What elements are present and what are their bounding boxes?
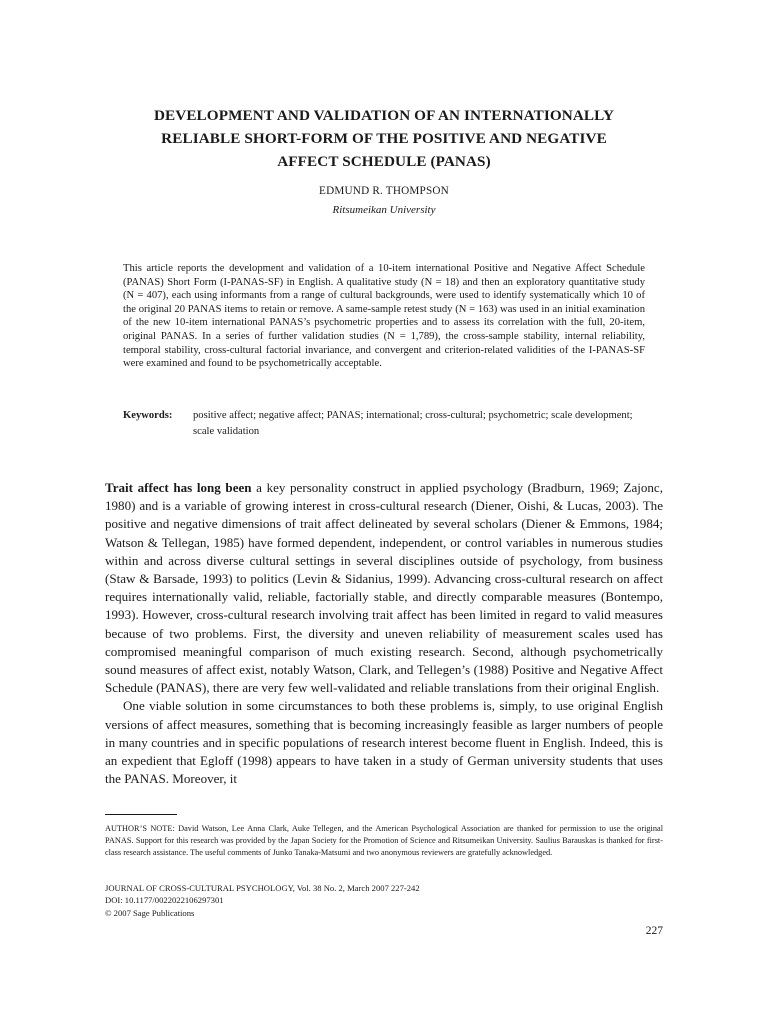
article-title xyxy=(110,104,658,173)
abstract: This article reports the development and validation of a 10-item international Positive and Negative Affect Schedule (PANAS) Short Form (I-PANAS-SF) in English. A qualitative study (N = 18) and then an exploratory quantitative study (N = 407), each using informants from a range of cultural backgrounds, were used to identify systematically which 10 of the original 20 PANAS items to retain or remove. A same-sample retest study (N = 163) was used in an initial examination of the new 10-item international PANAS’s psychometric properties and to assess its correlation with the full, 20-item, original PANAS. In a series of further validation studies (N = 1,789), the cross-sample stability, internal reliability, temporal stability, cross-cultural factorial invariance, and convergent and criterion-related validities of the I-PANAS-SF were examined and found to be psychometrically acceptable. xyxy=(123,263,645,370)
keywords-label: Keywords: xyxy=(123,410,173,421)
paragraph-text: a key personality construct in applied psychology (Bradburn, 1969; Zajonc, 1980) and is a variable of growing interest in cross-cultural research (Diener, Oishi, & Lucas, 2003). The positive and negative dimensions of trait affect delineated by several scholars (Diener & Emmons, 1984; Watson & Tellegan, 1985) have formed dependent, independent, or control variables in numerous studies within and across diverse cultural settings in several disciplines outside of psychology, from business (Staw & Barsade, 1993) to politics (Levin & Sidanius, 1999). Advancing cross-cultural research on affect requires internationally valid, reliable, factorially stable, and directly comparable measures (Bontempo, 1993). However, cross-cultural research involving trait affect has been limited in regard to valid measures because of two problems. First, the diversity and uneven reliability of measurement scales used has compromised meaningful comparison of much existing research. Second, although psychometrically sound measures of affect exist, notably Watson, Clark, and Tellegen’s (1988) Positive and Negative Affect Schedule (PANAS), there are very few well-validated and reliable translations from their original English. xyxy=(105,480,663,696)
title-line: AFFECT SCHEDULE (PANAS) xyxy=(277,153,491,170)
body-text xyxy=(105,479,663,788)
lead-in: Trait affect has long been xyxy=(105,480,252,495)
body-paragraph xyxy=(105,479,663,697)
footnote-divider xyxy=(105,814,177,815)
keywords-text: positive affect; negative affect; PANAS; international; cross-cultural; psychometric; scale development; scale validation xyxy=(193,410,633,437)
journal-doi: DOI: 10.1177/0022022106297301 xyxy=(105,895,224,906)
body-paragraph: One viable solution in some circumstances to both these problems is, simply, to use original English versions of affect measures, something that is becoming increasingly feasible as larger numbers of people in many countries and in specific populations of research interest become fluent in English. Indeed, this is an expedient that Egloff (1998) appears to have taken in a study of German university students that uses the PANAS. Moreover, it xyxy=(105,698,663,787)
journal-copyright: © 2007 Sage Publications xyxy=(105,907,195,918)
author-affiliation: Ritsumeikan University xyxy=(332,204,436,216)
title-line: DEVELOPMENT AND VALIDATION OF AN INTERNATIONALLY xyxy=(153,107,615,124)
journal-citation: JOURNAL OF CROSS-CULTURAL PSYCHOLOGY, Vol. 38 No. 2, March 2007 227-242 xyxy=(105,883,420,893)
keywords xyxy=(123,408,645,440)
journal-info xyxy=(105,882,663,919)
title-line: RELIABLE SHORT-FORM OF THE POSITIVE AND NEGATIVE xyxy=(161,130,607,147)
author-note: AUTHOR’S NOTE: David Watson, Lee Anna Clark, Auke Tellegen, and the American Psychological Association are thanked for permission to use the original PANAS. Support for this research was provided by the Japan Society for the Promotion of Science and Ritsumeikan University. Saulius Barauskas is thanked for first-class research assistance. The useful comments of Junko Tanaka-Matsumi and two anonymous reviewers are gratefully acknowledged. xyxy=(105,824,663,858)
author-name: EDMUND R. THOMPSON xyxy=(319,185,449,197)
page-number: 227 xyxy=(645,925,663,937)
